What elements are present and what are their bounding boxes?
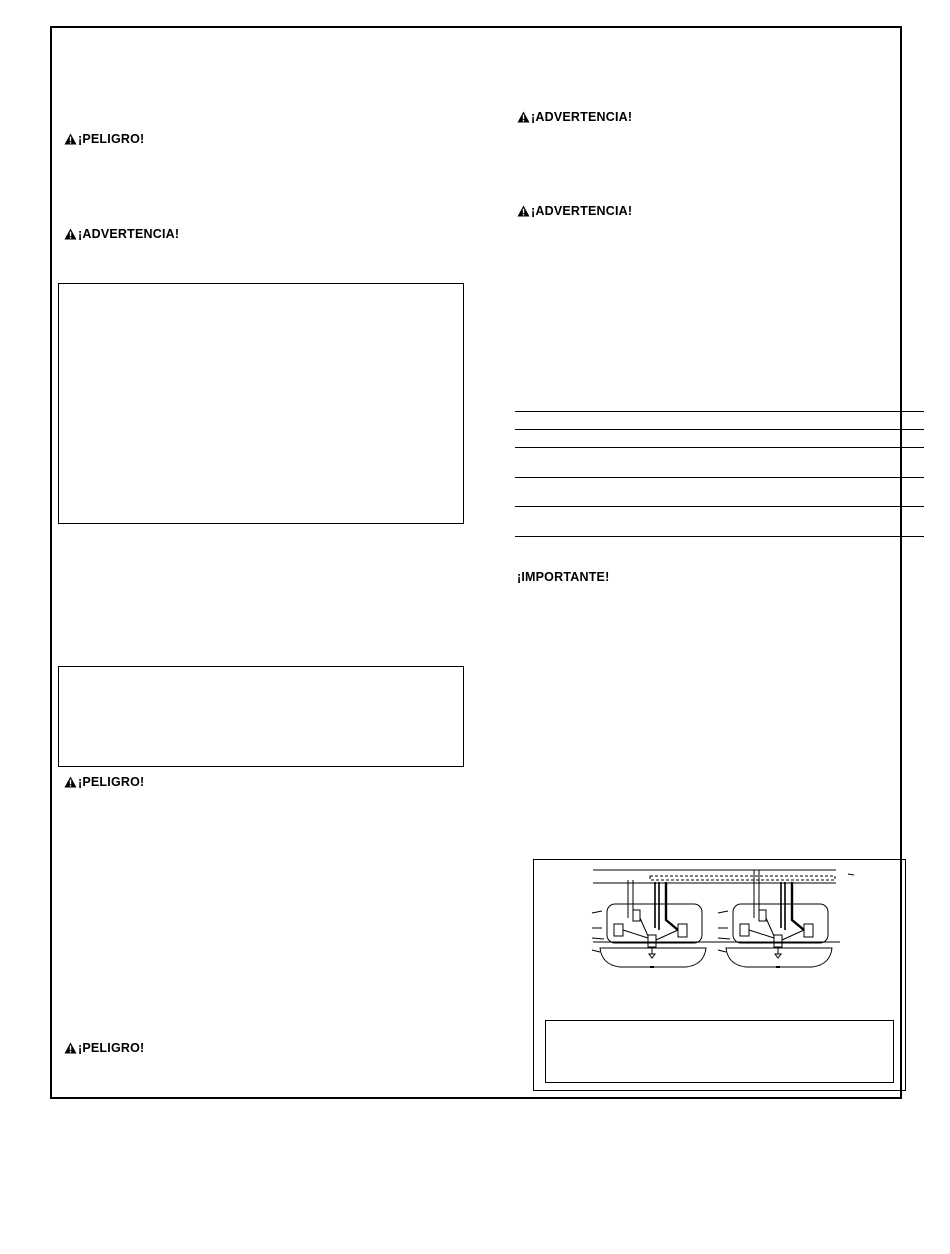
figure-caption-box xyxy=(545,1020,894,1083)
important-label: ¡IMPORTANTE! xyxy=(517,570,610,584)
notice-box-1 xyxy=(58,283,464,524)
danger-label: ¡PELIGRO! xyxy=(78,1041,145,1055)
warning-heading-2 xyxy=(517,110,632,124)
table-rule xyxy=(515,477,924,478)
warning-label: ¡ADVERTENCIA! xyxy=(78,227,180,241)
warning-label: ¡ADVERTENCIA! xyxy=(531,204,633,218)
table-rule xyxy=(515,411,924,412)
danger-heading-3 xyxy=(64,1041,144,1055)
table-rule xyxy=(515,429,924,430)
warning-heading-3 xyxy=(517,204,632,218)
table-rule xyxy=(515,536,924,537)
warning-triangle-icon xyxy=(64,776,77,788)
notice-box-2 xyxy=(58,666,464,767)
wiring-figure xyxy=(533,859,906,1091)
important-heading xyxy=(517,570,609,584)
warning-label: ¡ADVERTENCIA! xyxy=(531,110,633,124)
wiring-diagram xyxy=(590,868,854,974)
table-rule xyxy=(515,447,924,448)
warning-triangle-icon xyxy=(64,1042,77,1054)
warning-triangle-icon xyxy=(64,133,77,145)
danger-label: ¡PELIGRO! xyxy=(78,775,145,789)
danger-heading-2 xyxy=(64,775,144,789)
danger-heading-1 xyxy=(64,132,144,146)
warning-triangle-icon xyxy=(517,111,530,123)
danger-label: ¡PELIGRO! xyxy=(78,132,145,146)
warning-triangle-icon xyxy=(64,228,77,240)
warning-heading-1 xyxy=(64,227,179,241)
table-rule xyxy=(515,506,924,507)
warning-triangle-icon xyxy=(517,205,530,217)
